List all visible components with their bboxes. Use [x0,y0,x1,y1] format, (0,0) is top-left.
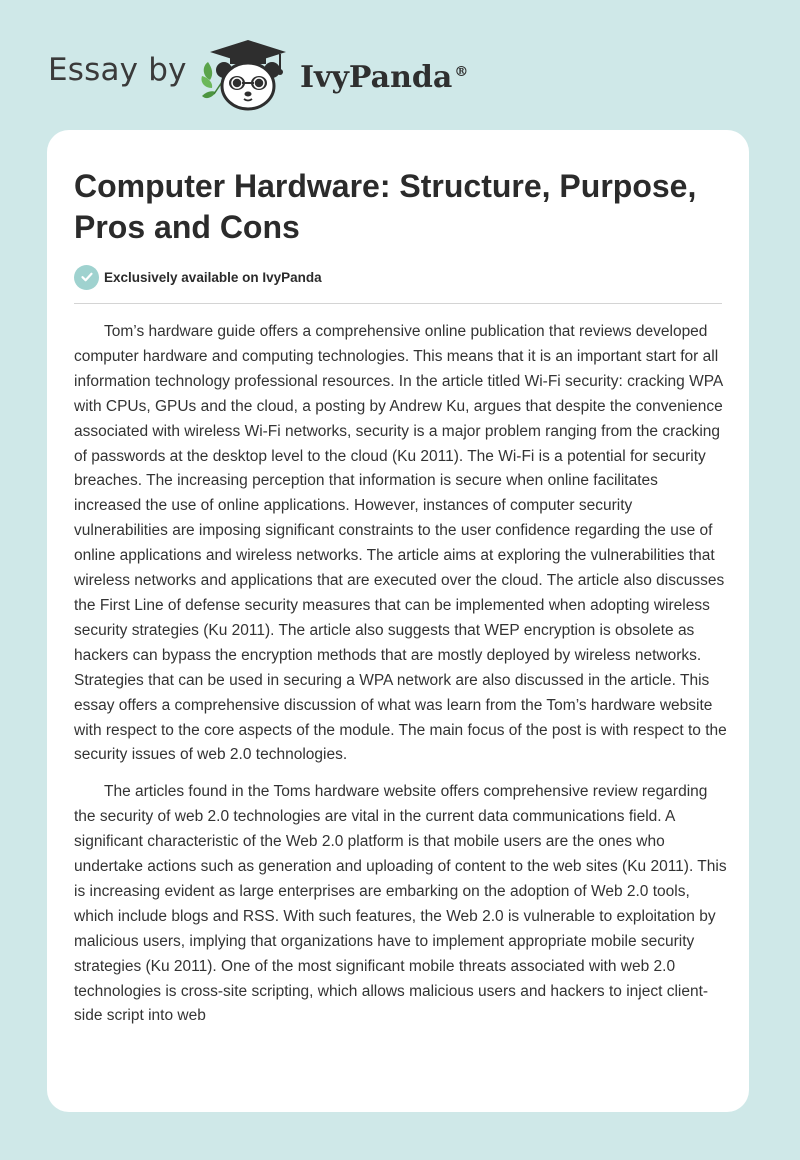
check-icon [74,265,99,290]
essay-body [74,320,729,1041]
paragraph: Tom’s hardware guide offers a comprehensive online publication that reviews developed computer hardware and computing technologies. This means that it is an important start for all information technology professional resources. In the article titled Wi-Fi security: cracking WPA with CPUs, GPUs and the cloud, a posting by Andrew Ku, argues that despite the convenience associated with wireless Wi-Fi networks, security is a major problem ranging from the cracking of passwords at the desktop level to the cloud (Ku 2011). The Wi-Fi is a potential for security breaches. The increasing perception that information is secure when online facilitates increased the use of online applications. However, instances of computer security vulnerabilities are imposing significant constraints to the user confidence regarding the use of online applications and wireless networks. The article aims at exploring the vulnerabilities that wireless networks and applications that are executed over the cloud. The article also discusses the First Line of defense security measures that can be implemented when adopting wireless security strategies (Ku 2011). The article also suggests that WEP encryption is obsolete as hackers can bypass the encryption methods that are mostly deployed by wireless networks. Strategies that can be used in securing a WPA network are also discussed in the article. This essay offers a comprehensive discussion of what was learn from the Tom’s hardware website with respect to the core aspects of the module. The main focus of the post is with respect to the security issues of web 2.0 technologies. [74,323,727,764]
page-title: Computer Hardware: Structure, Purpose, Pros and Cons [74,168,697,245]
exclusive-label: Exclusively available on IvyPanda [104,269,322,285]
registered-mark: ® [454,64,469,80]
brand-name[interactable] [300,52,468,98]
paragraph: The articles found in the Toms hardware website offers comprehensive review regarding the security of web 2.0 technologies are vital in the current data communications field. A significant characteristic of the Web 2.0 platform is that mobile users are the ones who undertake actions such as generation and uploading of content to the web sites (Ku 2011). This is increasing evident as large enterprises are embarking on the adoption of Web 2.0 tools, which include blogs and RSS. With such features, the Web 2.0 is vulnerable to exploitation by malicious users, implying that organizations have to implement appropriate mobile security strategies (Ku 2011). One of the most significant mobile threats associated with web 2.0 technologies is cross-site scripting, which allows malicious users and hackers to inject client-side script into web [74,783,727,1025]
panda-logo-icon[interactable] [200,36,296,112]
divider [74,303,722,304]
exclusive-badge [74,264,322,290]
site-header [0,0,800,130]
brand-prefix: Essay by [48,52,187,88]
brand-name-text: IvyPanda [300,60,453,95]
essay-card [47,130,749,1112]
